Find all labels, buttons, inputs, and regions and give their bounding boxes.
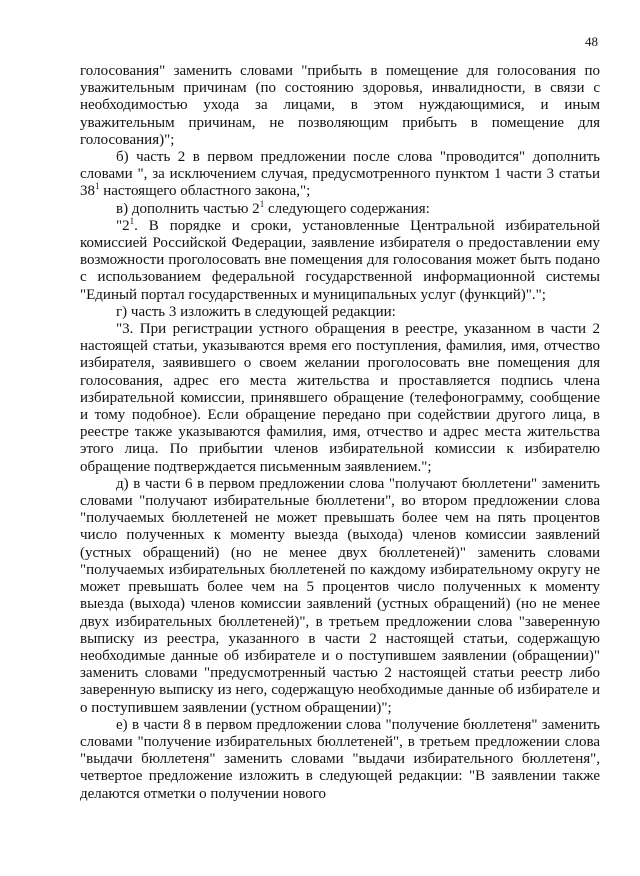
paragraph: е) в части 8 в первом предложении слова "получение бюллетеня" заменить словами "получение избирательных бюллетеней", в третьем предложении слова "выдачи бюллетеня" заменить словами "выдачи избирательного бюллетеня", четвертое предложение изложить в следующей редакции: "В заявлении также делаются отметки о получении нового (80, 716, 600, 802)
paragraph: б) часть 2 в первом предложении после слова "проводится" дополнить словами ", за исключением случая, предусмотренного пунктом 1 части 3 статьи $38^1$ настоящего областного закона,"; (80, 149, 600, 200)
paragraph: "3. При регистрации устного обращения в реестре, указанном в части 2 настоящей статьи, указываются время его поступления, фамилия, имя, отчество избирателя, заявившего о своем желании проголосовать вне помещения для голосования, адрес его места жительства и проставляется подпись члена избирательной комиссии, принявшего обращение (телефонограмму, сообщение и тому подобное). Если обращение передано при содействии другого лица, в реестре также указываются фамилия, имя, отчество и адрес места жительства этого лица. По прибытии членов избирательной комиссии к избирателю обращение подтверждается письменным заявлением."; (80, 321, 600, 475)
document-body (80, 63, 600, 803)
paragraph: в) дополнить частью $2^1$ следующего содержания: (116, 198, 430, 217)
page-number: 48 (585, 34, 598, 49)
paragraph: "$2^1$. В порядке и сроки, установленные Центральной избирательной комиссией Российской Федерации, заявление избирателя о предоставлении ему возможности проголосовать вне помещения для голосования может быть подано с использованием федеральной государственной информационной системы "Единый портал государственных и муниципальных услуг (функций)"."; (80, 215, 600, 303)
paragraph: голосования" заменить словами "прибыть в помещение для голосования по уважительным причинам (по состоянию здоровья, инвалидности, в связи с необходимостью ухода за лицами, в этом нуждающимися, и иным уважительным причинам, не позволяющим прибыть в помещение для голосования)"; (80, 63, 600, 148)
paragraph: д) в части 6 в первом предложении слова "получают бюллетени" заменить словами "получают избирательные бюллетени", во втором предложении слова "получаемых бюллетеней не может превышать более чем на пять процентов число полученных к моменту выезда (выхода) членов комиссии заявлений (устных обращений) (но не менее двух бюллетеней)" заменить словами "получаемых избирательных бюллетеней по каждому избирательному округу не может превышать более чем на 5 процентов число полученных к моменту выезда (выхода) членов комиссии заявлений (устных обращений) (но не менее двух избирательных бюллетеней)", в третьем предложении слова "заверенную выписку из реестра, указанного в части 2 настоящей статьи, содержащую необходимые данные об избирателе и о поступившем заявлении (обращении)" заменить словами "предусмотренный частью 2 настоящей статьи реестр либо заверенную выписку из него, содержащую необходимые данные об избирателе и о поступившем заявлении (устном обращении)"; (80, 475, 600, 716)
paragraph: г) часть 3 изложить в следующей редакции: (116, 303, 396, 320)
